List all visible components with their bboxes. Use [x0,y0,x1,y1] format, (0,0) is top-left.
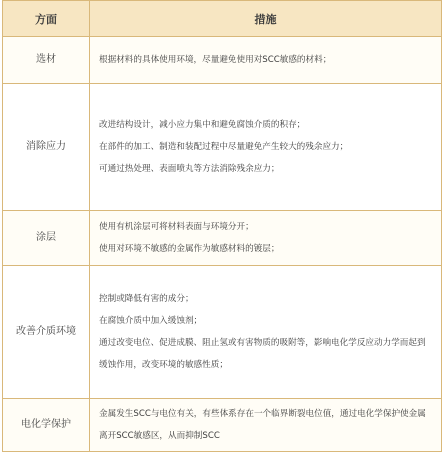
measure-line: 在部件的加工、制造和装配过程中尽量避免产生较大的残余应力； [99,142,349,152]
table-row [3,211,442,266]
measures-table [2,0,442,452]
table-header-row [3,1,442,37]
measure-line: 通过改变电位、促进成膜、阻止氢或有害物质的吸附等，影响电化学反应动力学而起到缓蚀作用，改变环境的敏感性质； [99,338,426,370]
row-measure [90,211,442,266]
measure-line: 使用对环境不敏感的金属作为敏感材料的镀层； [99,244,280,254]
header-measure: 措施 [90,1,442,37]
table-row [3,266,442,399]
table-row [3,37,442,84]
measure-line: 控制或降低有害的成分； [99,294,194,304]
measure-line: 可通过热处理、表面喷丸等方法消除残余应力； [99,164,280,174]
row-measure [90,399,442,452]
measure-line: 改进结构设计，减小应力集中和避免腐蚀介质的积存； [99,120,306,130]
row-measure [90,266,442,399]
table-row [3,399,442,452]
measure-line: 根据材料的具体使用环境，尽量避免使用对SCC敏感的材料； [99,55,332,65]
row-measure [90,37,442,84]
row-aspect: 改善介质环境 [3,266,90,399]
measure-line: 金属发生SCC与电位有关，有些体系存在一个临界断裂电位值，通过电化学保护使金属离开SCC敏感区，从而抑制SCC [99,409,426,441]
measure-line: 使用有机涂层可将材料表面与环境分开； [99,222,254,232]
table-row [3,84,442,211]
row-aspect: 消除应力 [3,84,90,211]
header-aspect: 方面 [3,1,90,37]
row-measure [90,84,442,211]
measure-line: 在腐蚀介质中加入缓蚀剂； [99,316,203,326]
row-aspect: 涂层 [3,211,90,266]
row-aspect: 选材 [3,37,90,84]
row-aspect: 电化学保护 [3,399,90,452]
